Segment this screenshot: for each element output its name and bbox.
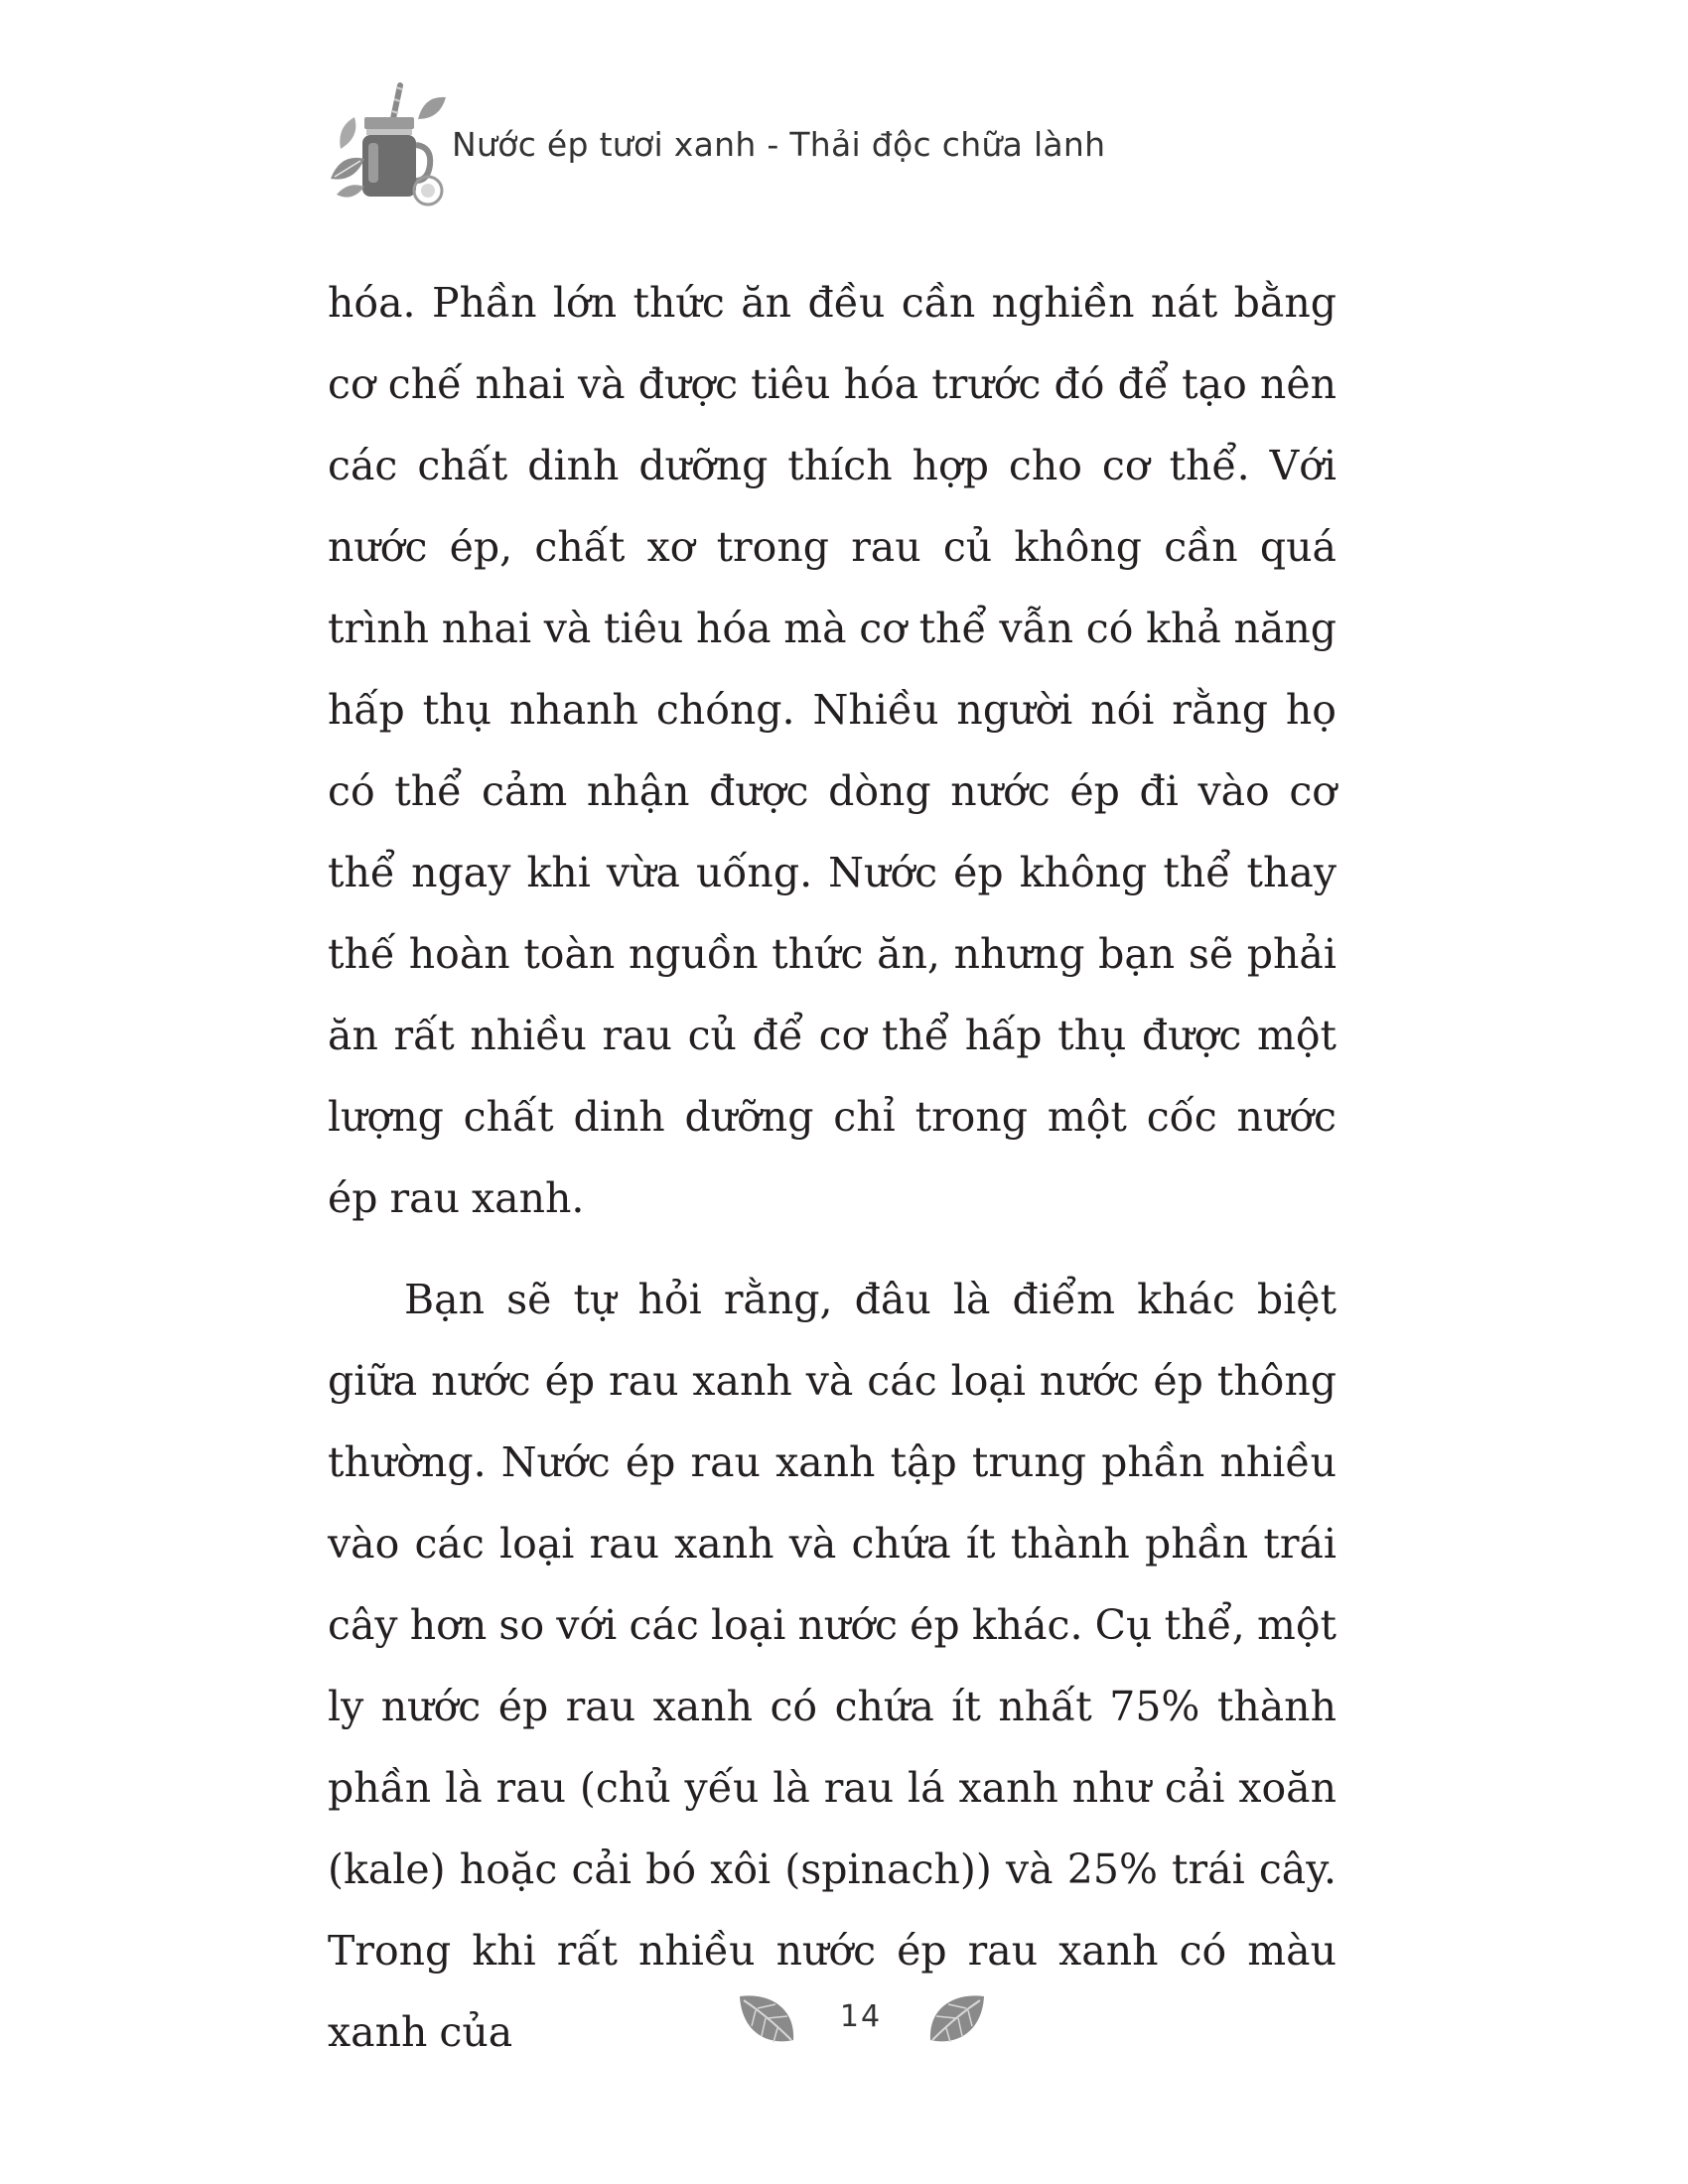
page-footer (725, 1990, 993, 2070)
page-header (323, 79, 1216, 208)
leaf-icon (926, 1992, 986, 2048)
running-header-title: Nước ép tươi xanh - Thải độc chữa lành (452, 125, 1106, 164)
juice-jar-icon (323, 79, 452, 208)
leaf-icon (738, 1992, 797, 2048)
body-text (328, 262, 1336, 2073)
paragraph: Bạn sẽ tự hỏi rằng, đâu là điểm khác biệt giữa nước ép rau xanh và các loại nước ép thông thường. Nước ép rau xanh tập trung phần nhiều vào các loại rau xanh và chứa ít thành phần trái cây hơn so với các loại nước ép khác. Cụ thể, một ly nước ép rau xanh có chứa ít nhất 75% thành phần là rau (chủ yếu là rau lá xanh như cải xoăn (kale) hoặc cải bó xôi (spinach)) và 25% trái cây. Trong khi rất nhiều nước ép rau xanh có màu xanh của (328, 1276, 1336, 2056)
paragraph: hóa. Phần lớn thức ăn đều cần nghiền nát bằng cơ chế nhai và được tiêu hóa trước đó để tạo nên các chất dinh dưỡng thích hợp cho cơ thể. Với nước ép, chất xơ trong rau củ không cần quá trình nhai và tiêu hóa mà cơ thể vẫn có khả năng hấp thụ nhanh chóng. Nhiều người nói rằng họ có thể cảm nhận được dòng nước ép đi vào cơ thể ngay khi vừa uống. Nước ép không thể thay thế hoàn toàn nguồn thức ăn, nhưng bạn sẽ phải ăn rất nhiều rau củ để cơ thể hấp thụ được một lượng chất dinh dưỡng chỉ trong một cốc nước ép rau xanh. (328, 279, 1336, 1222)
page-number: 14 (839, 1999, 883, 2034)
